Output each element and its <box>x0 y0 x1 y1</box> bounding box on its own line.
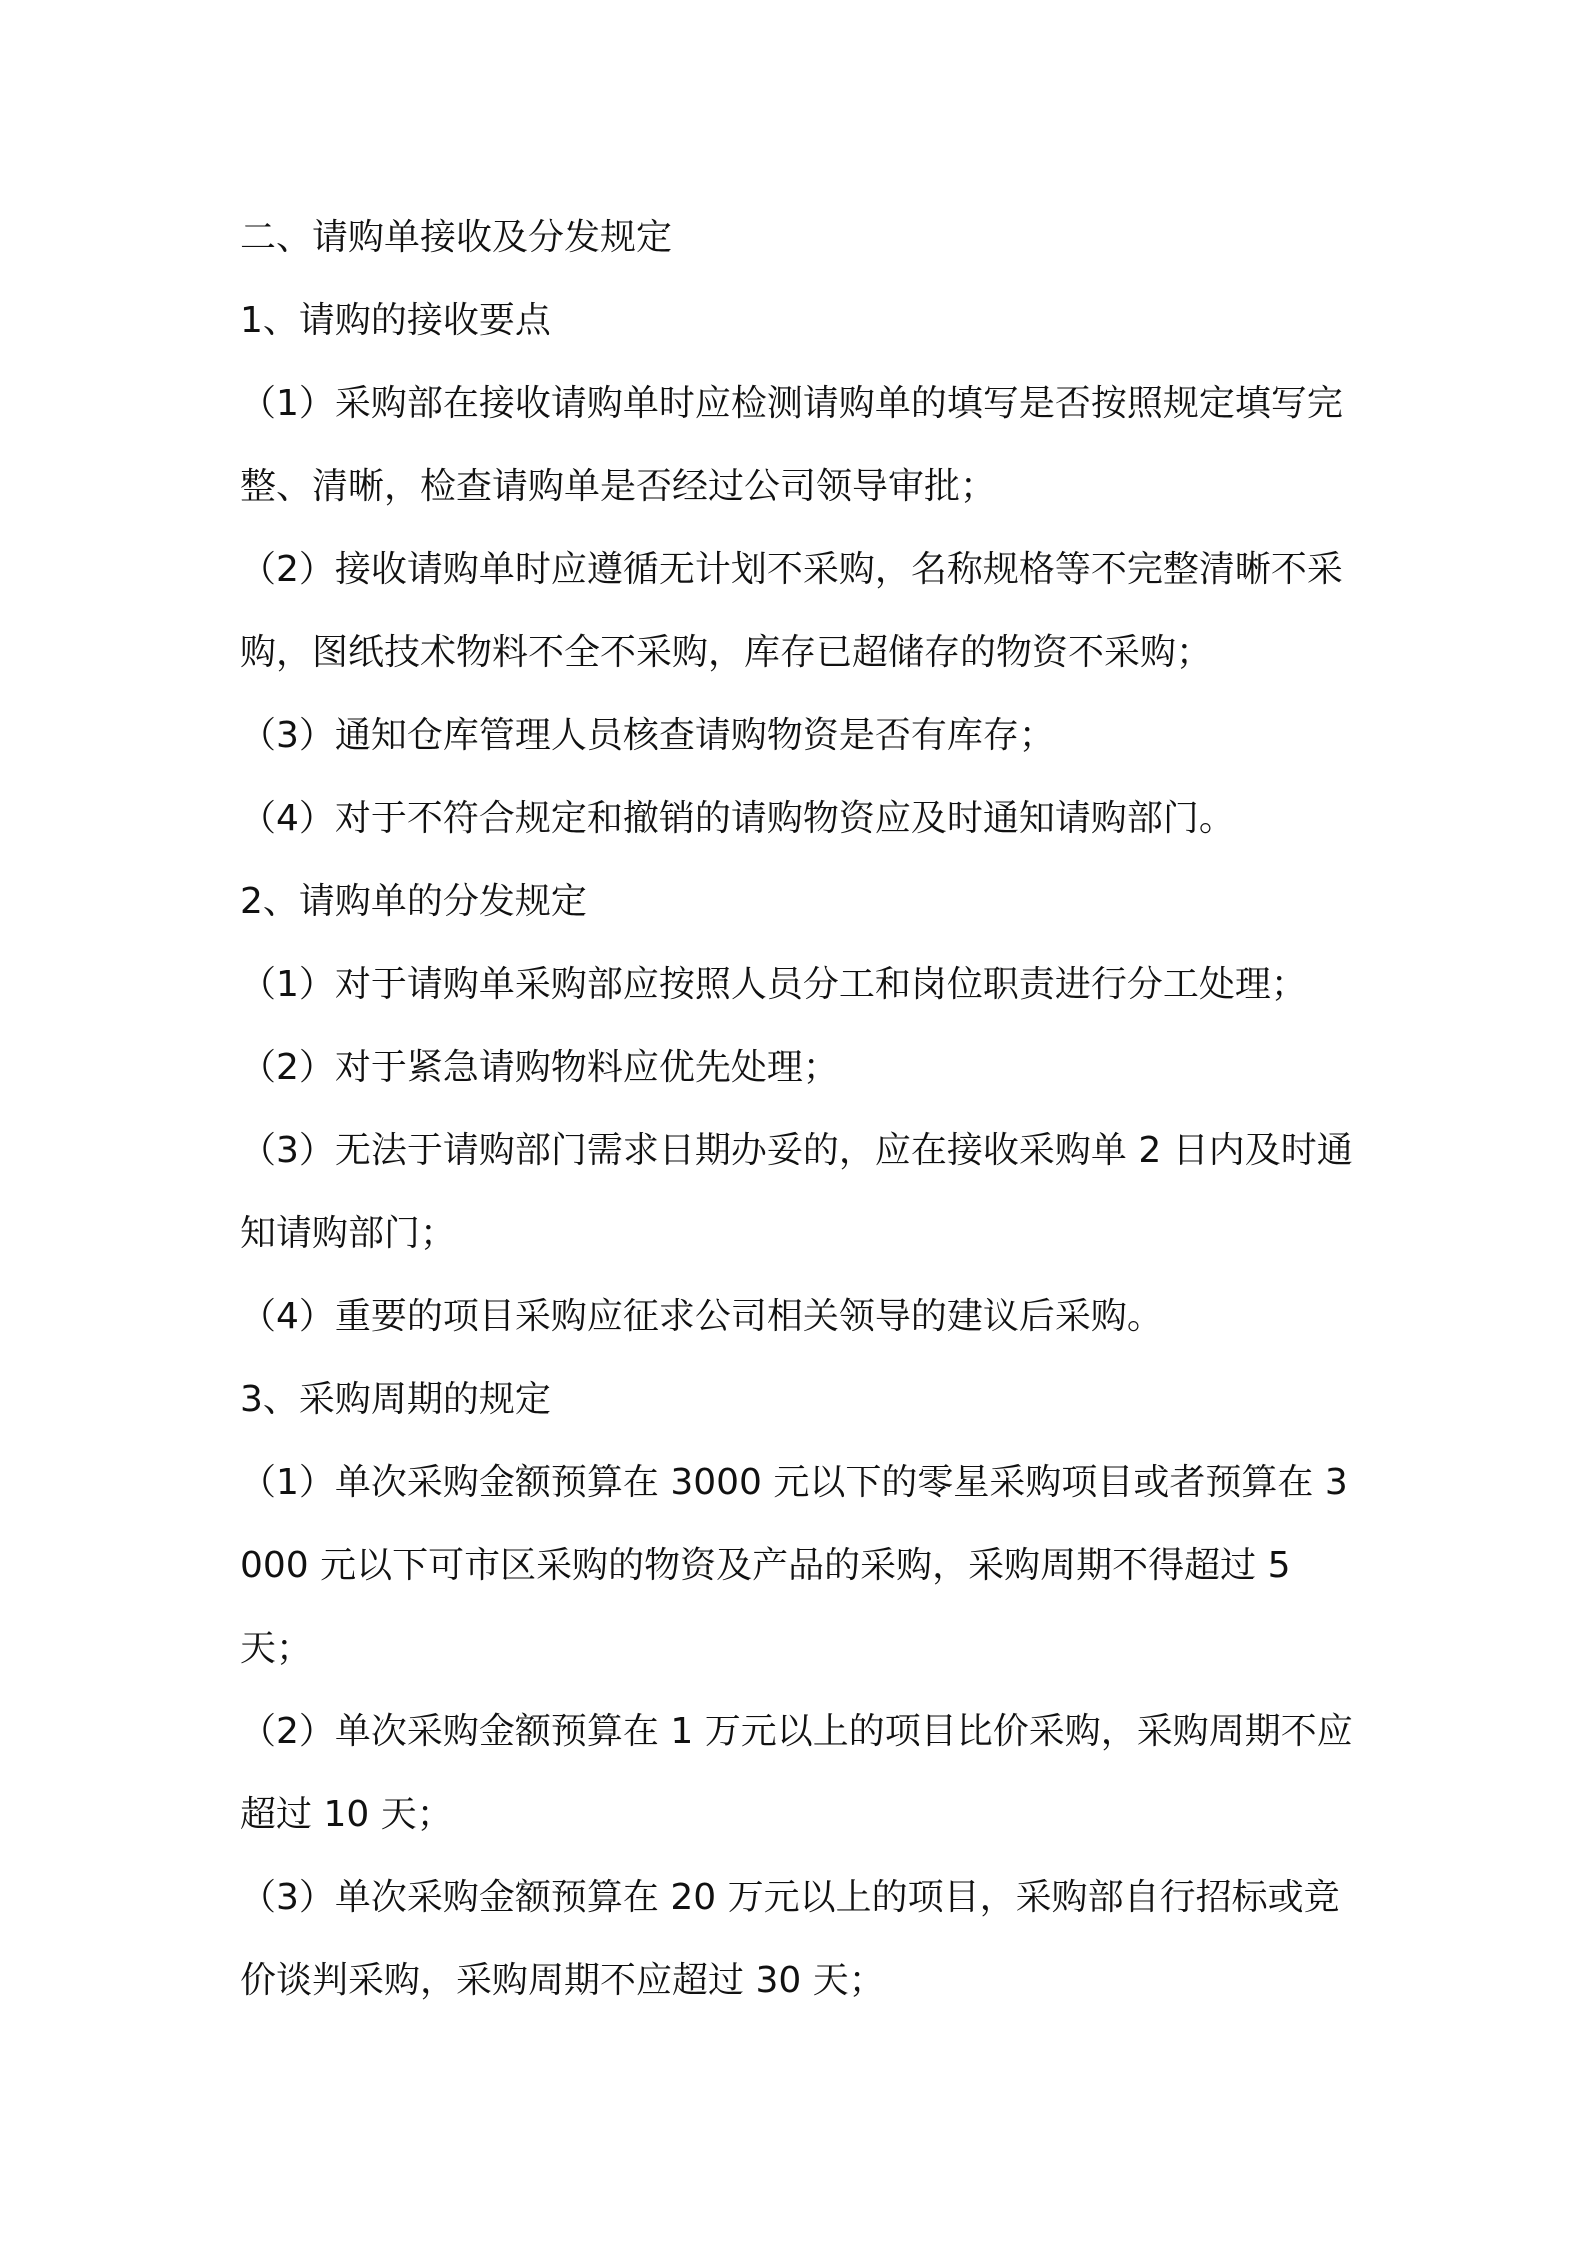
paragraph: （1）对于请购单采购部应按照人员分工和岗位职责进行分工处理； <box>240 964 1307 1005</box>
paragraph: （4）重要的项目采购应征求公司相关领导的建议后采购。 <box>240 1296 1163 1337</box>
paragraph: （3）无法于请购部门需求日期办妥的，应在接收采购单 2 日内及时通知请购部门； <box>240 1130 1353 1254</box>
paragraph: （3）通知仓库管理人员核查请购物资是否有库存； <box>240 715 1055 756</box>
subsection-heading-cycle: 3、采购周期的规定 <box>240 1379 551 1420</box>
paragraph: （2）对于紧急请购物料应优先处理； <box>240 1047 839 1088</box>
document-body <box>240 196 1360 2022</box>
subsection-heading-distribution: 2、请购单的分发规定 <box>240 881 587 922</box>
section-title: 二、请购单接收及分发规定 <box>240 217 673 258</box>
paragraph: （2）单次采购金额预算在 1 万元以上的项目比价采购，采购周期不应超过 10 天； <box>240 1711 1353 1835</box>
subsection-heading-receipt: 1、请购的接收要点 <box>240 300 551 341</box>
paragraph: （1）单次采购金额预算在 3000 元以下的零星采购项目或者预算在 3000 元以下可市区采购的物资及产品的采购，采购周期不得超过 5 天； <box>240 1462 1348 1669</box>
paragraph: （3）单次采购金额预算在 20 万元以上的项目，采购部自行招标或竞价谈判采购，采购周期不应超过 30 天； <box>240 1877 1340 2001</box>
paragraph: （1）采购部在接收请购单时应检测请购单的填写是否按照规定填写完整、清晰，检查请购单是否经过公司领导审批； <box>240 383 1343 507</box>
paragraph: （2）接收请购单时应遵循无计划不采购，名称规格等不完整清晰不采购，图纸技术物料不全不采购，库存已超储存的物资不采购； <box>240 549 1343 673</box>
paragraph: （4）对于不符合规定和撤销的请购物资应及时通知请购部门。 <box>240 798 1235 839</box>
